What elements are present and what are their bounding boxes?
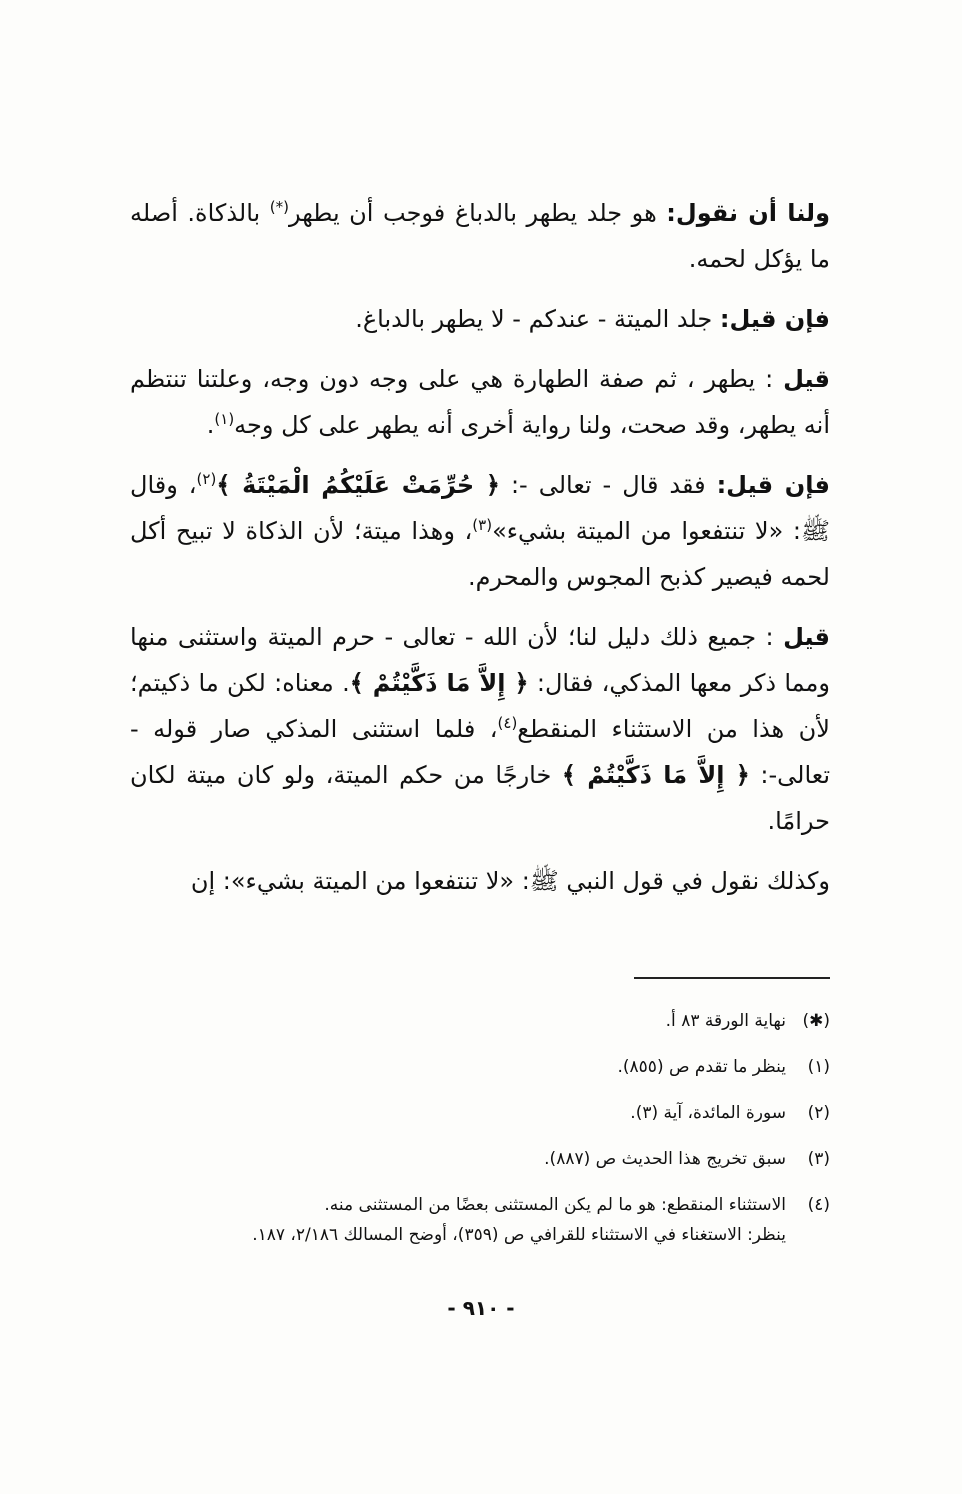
footnote-text: ينظر ما تقدم ص (٨٥٥).: [617, 1057, 786, 1077]
text-run: . معناه: لكن ما ذكيتم؛ لأن هذا من الاستثناء المنقطع: [130, 669, 830, 743]
paragraph: [130, 190, 830, 282]
footnote: [130, 1144, 830, 1174]
text-run: ، وقال ﷺ: «لا تنتفعوا من الميتة بشيء»: [130, 471, 831, 545]
footnote-text: سورة المائدة، آية (٣).: [630, 1103, 786, 1123]
text-run: : يطهر ، ثم صفة الطهارة هي على وجه دون وجه، وعلتنا تنتظم أنه يطهر، وقد صحت، ولنا رواية أخرى أنه يطهر على كل وجه: [130, 365, 830, 439]
footnote: [130, 1098, 830, 1128]
lead-keyword: فإن قيل:: [716, 471, 831, 499]
footnote-text: الاستثناء المنقطع: هو ما لم يكن المستثنى بعضًا من المستثنى منه.: [324, 1195, 786, 1215]
footnote: [130, 1052, 830, 1082]
footnote: [130, 1190, 830, 1250]
lead-keyword: قيل: [783, 365, 830, 393]
footnote-continuation: ينظر: الاستغناء في الاستثناء للقرافي ص (٣٥٩)، أوضح المسالك ٢/١٨٦، ١٨٧.: [252, 1225, 786, 1245]
footnote-ref: (٤): [497, 714, 518, 732]
footnote-ref: (٢): [196, 470, 217, 488]
footnotes: [130, 1006, 830, 1250]
text-run: وكذلك نقول في قول النبي ﷺ: «لا تنتفعوا من الميتة بشيء»: إن: [190, 867, 830, 895]
paragraph: [130, 296, 830, 342]
paragraph: [130, 614, 830, 844]
lead-keyword: ولنا أن نقول:: [666, 199, 830, 227]
text-run: ، فلما استثنى المذكي صار قوله - تعالى-:: [130, 715, 831, 789]
footnote-ref: (١): [214, 410, 235, 428]
main-text: [130, 190, 830, 918]
text-run: جلد الميتة - عندكم - لا يطهر بالدباغ.: [355, 305, 720, 333]
footnote: [130, 1006, 830, 1036]
footnote-ref: (*): [269, 198, 289, 216]
footnote-ref: (٣): [472, 516, 493, 534]
text-run: هو جلد يطهر بالدباغ فوجب أن يطهر: [288, 199, 667, 227]
footnote-text: سبق تخريج هذا الحديث ص (٨٨٧).: [544, 1149, 786, 1169]
footnote-number: (٤): [807, 1195, 830, 1215]
lead-keyword: فإن قيل:: [719, 305, 830, 333]
footnote-separator: [634, 977, 830, 979]
page-number: - ٩١٠ -: [447, 1296, 515, 1320]
footnote-text: نهاية الورقة ٨٣ أ.: [665, 1011, 786, 1031]
footnote-number: (١): [807, 1057, 830, 1077]
paragraph: [130, 858, 830, 904]
paragraph: [130, 356, 830, 448]
quran-quote: ﴿ حُرِّمَتْ عَلَيْكُمُ الْمَيْتَةُ ﴾: [216, 471, 500, 499]
footnote-number: (✱): [802, 1011, 830, 1031]
text-run: .: [206, 411, 215, 439]
footnote-number: (٢): [807, 1103, 830, 1123]
quran-quote: ﴿ إِلاَّ مَا ذَكَّيْتُمْ ﴾: [561, 761, 750, 789]
text-run: ، وهذا ميتة؛ لأن الذكاة لا تبيح أكل لحمه فيصير كذبح المجوس والمحرم.: [130, 517, 830, 591]
text-run: بالذكاة. أصله ما يؤكل لحمه.: [130, 199, 830, 273]
lead-keyword: قيل: [783, 623, 830, 651]
text-run: : جميع ذلك دليل لنا؛ لأن الله - تعالى - حرم الميتة واستثنى منها ومما ذكر معها المذكي، فقال:: [130, 623, 831, 697]
footnote-number: (٣): [807, 1149, 830, 1169]
text-run: خارجًا من حكم الميتة، ولو كان ميتة لكان حرامًا.: [130, 761, 830, 835]
quran-quote: ﴿ إِلاَّ مَا ذَكَّيْتُمْ ﴾: [349, 669, 529, 697]
paragraph: [130, 462, 830, 600]
text-run: فقد قال - تعالى -:: [500, 471, 717, 499]
